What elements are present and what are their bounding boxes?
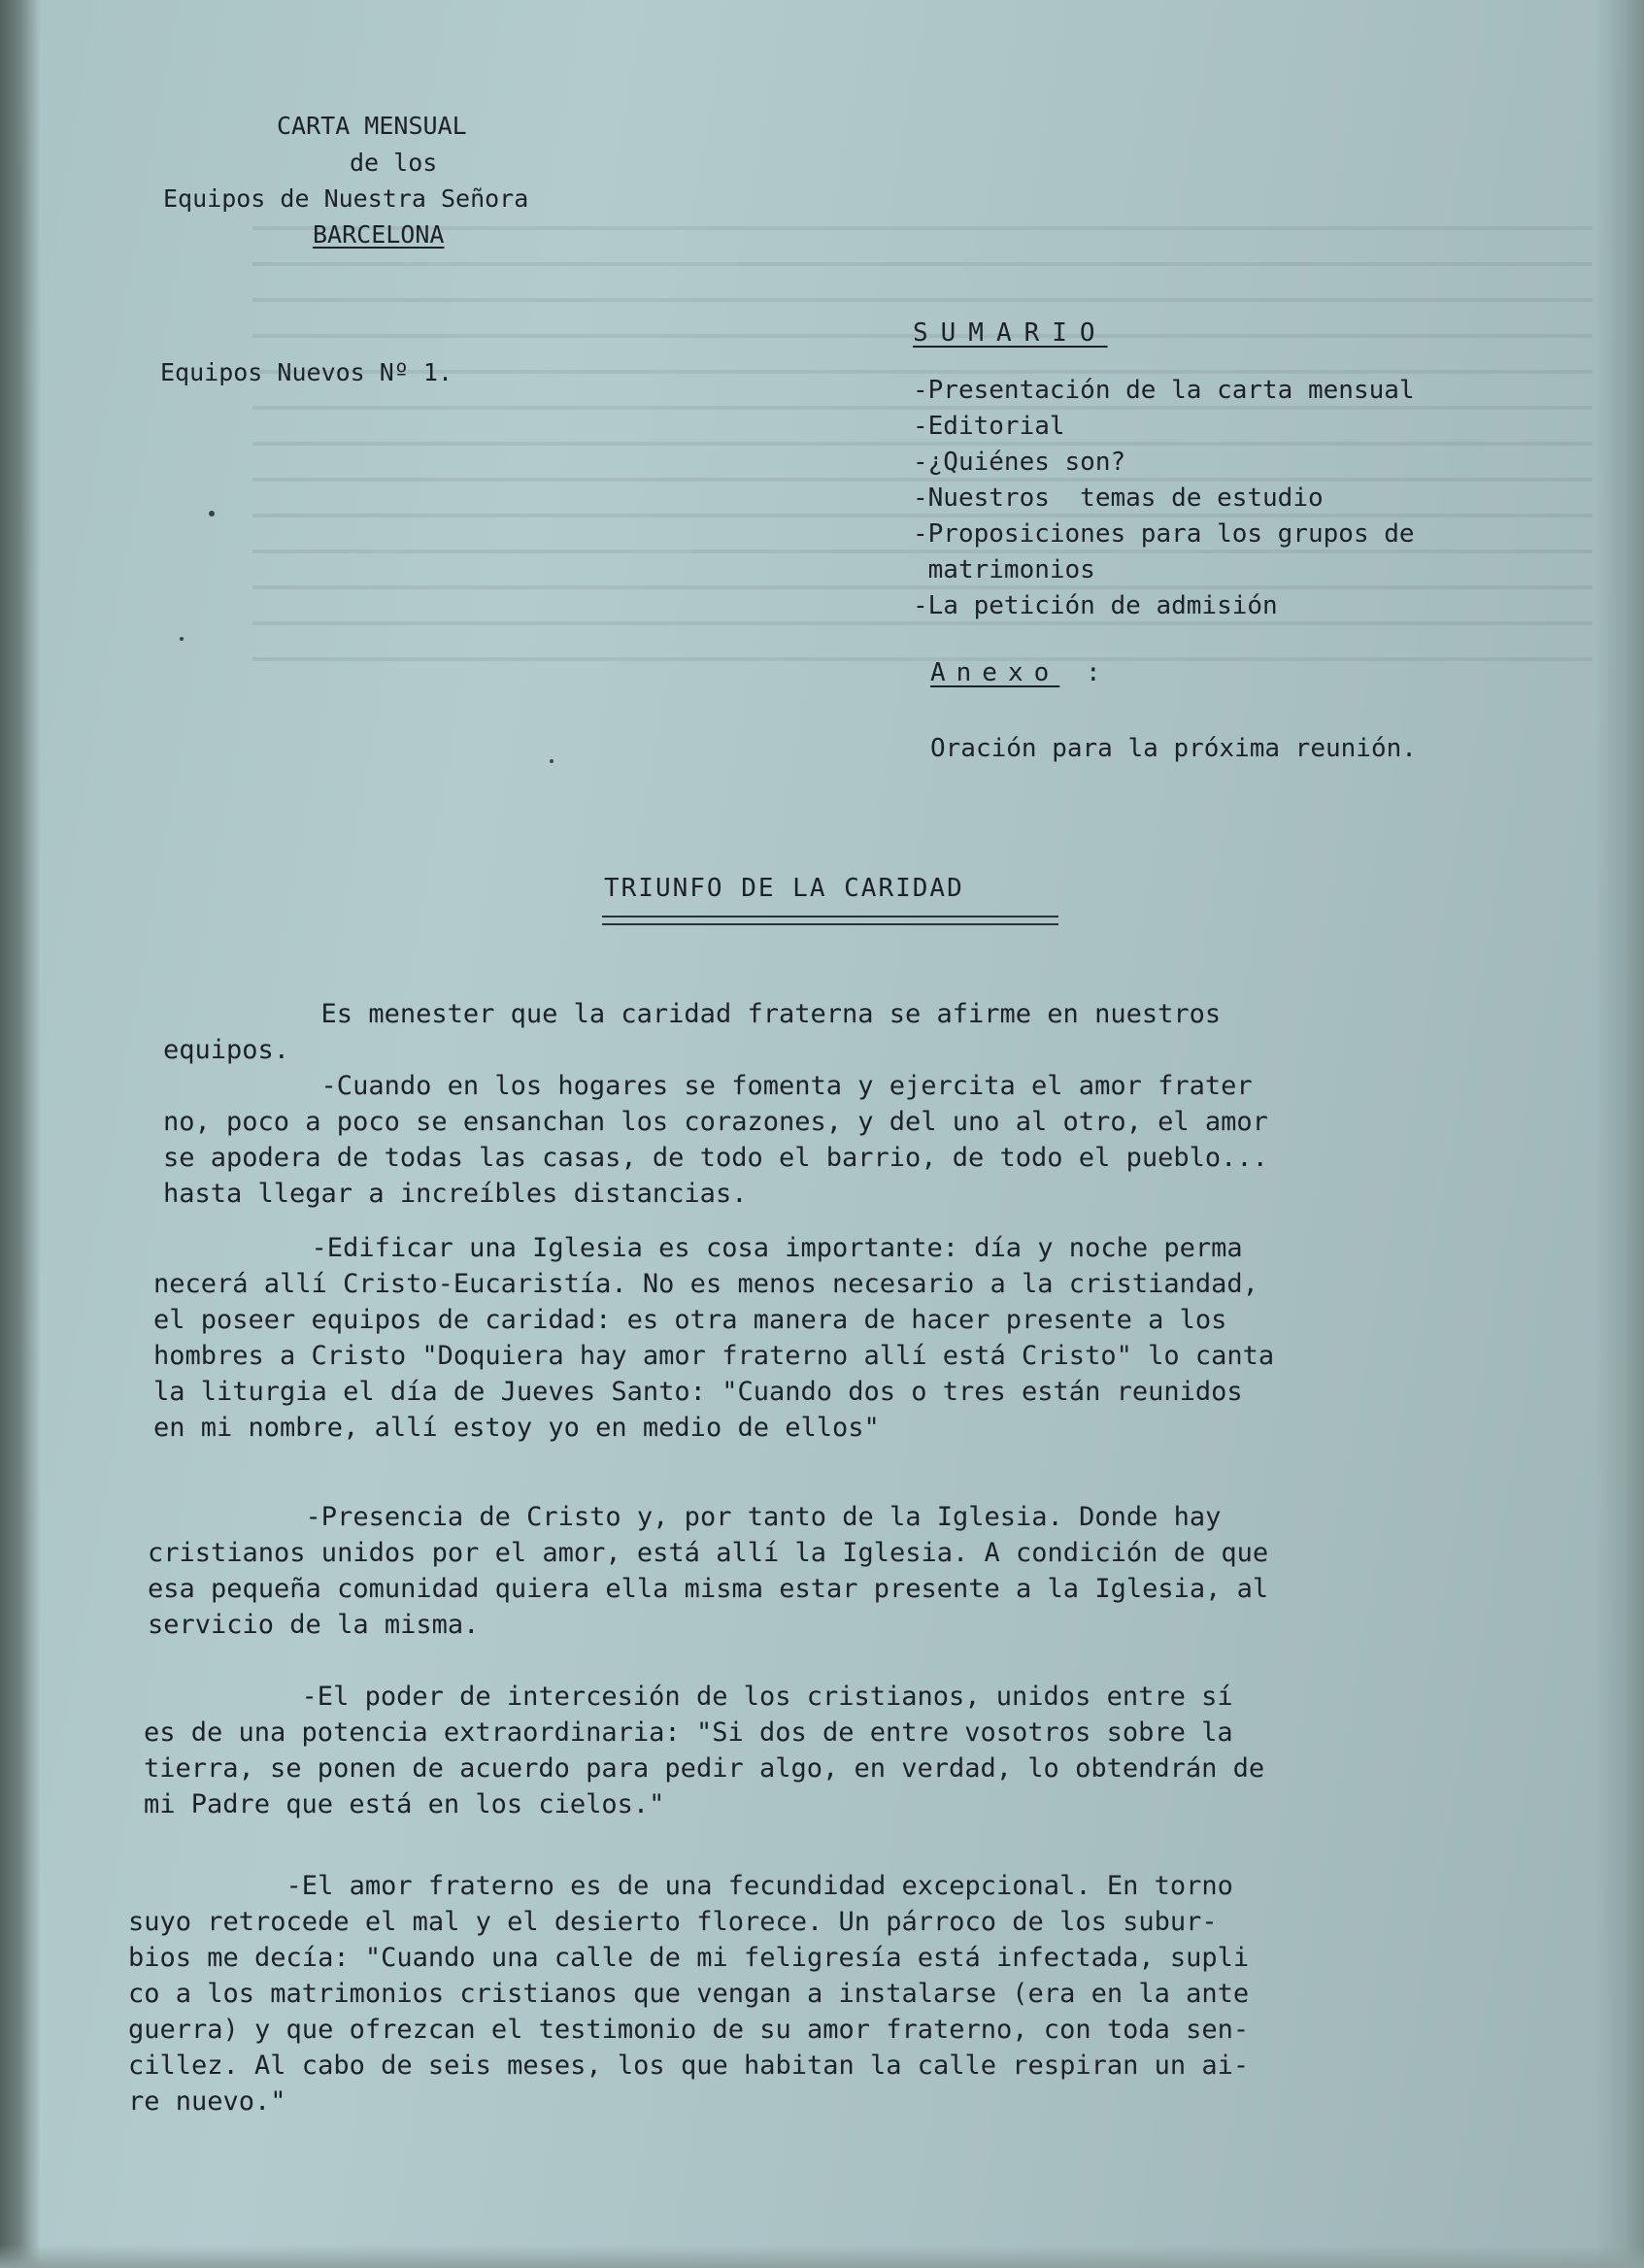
sumario-item: -Editorial [913,412,1065,441]
sumario-item: -La petición de admisión [913,591,1278,620]
anexo-colon: : [1085,658,1112,687]
paragraph-3: -Presencia de Cristo y, por tanto de la Iglesia. Donde hay cristianos unidos por el amor, está allí la Iglesia. A condición de que esa pequeña comunidad quiera ella misma estar presente a la Iglesia, al servicio de la misma. [148,1502,1269,1640]
sumario-item: -Presentación de la carta mensual [913,376,1415,405]
header-city: BARCELONA [313,220,445,249]
anexo-text: Oración para la próxima reunión. [930,734,1417,763]
sumario-list [913,373,1415,624]
sumario-item: -¿Quiénes son? [913,448,1126,477]
sumario-title: SUMARIO [913,318,1108,348]
bottom-shadow [0,2245,1644,2268]
sumario-item: -Proposiciones para los grupos de [913,519,1415,549]
paragraph-5: -El amor fraterno es de una fecundidad excepcional. En torno suyo retrocede el mal y el desierto florece. Un párroco de los subur- bios me decía: "Cuando una calle de mi feligresía está infectada, supli co a los matrimonios cristianos que vengan a instalarse (era en la ante guerra) y que ofrezcan el testimonio de su amor fraterno, con toda sen- cillez. Al cabo de seis meses, los que habitan la calle respiran un ai- re nuevo." [128,1871,1250,2117]
page-edge [1595,0,1644,2268]
header-de-los: de los [350,149,438,177]
anexo-heading [930,658,1112,687]
stray-dot [550,759,554,763]
paragraph-4: -El poder de intercesión de los cristianos, unidos entre sí es de una potencia extraordinaria: "Si dos de entre vosotros sobre la tierra, se ponen de acuerdo para pedir algo, en verdad, lo obtendrán de mi Padre que está en los cielos." [144,1682,1265,1819]
binder-shadow [0,0,41,2268]
anexo-title: Anexo [930,658,1060,687]
header-equipos: Equipos de Nuestra Señora [163,184,529,213]
article-title-rule [602,916,1058,925]
sumario-item: matrimonios [913,555,1095,584]
article-title: TRIUNFO DE LA CARIDAD [604,874,964,903]
paragraph-1: Es menester que la caridad fraterna se afirme en nuestros equipos. -Cuando en los hogares se fomenta y ejercita el amor frater no, poco a poco se ensanchan los corazones, y del uno al otro, el amor se apodera de todas las casas, de todo el barrio, de todo el pueblo... hasta llegar a increíbles distancias. [163,999,1268,1209]
paragraph-2: -Edificar una Iglesia es cosa importante: día y noche perma necerá allí Cristo-Eucaristía. No es menos necesario a la cristiandad, el poseer equipos de caridad: es otra manera de hacer presente a los hombres a Cristo "Doquiera hay amor fraterno allí está Cristo" lo canta la liturgia el día de Jueves Santo: "Cuando dos o tres están reunidos en mi nombre, allí estoy yo en medio de ellos" [153,1233,1275,1443]
sumario-item: -Nuestros temas de estudio [913,484,1324,513]
issue-number: Equipos Nuevos Nº 1. [160,358,453,386]
stray-dot [209,511,215,517]
stray-dot [180,637,184,641]
header-carta-mensual: CARTA MENSUAL [277,112,467,140]
